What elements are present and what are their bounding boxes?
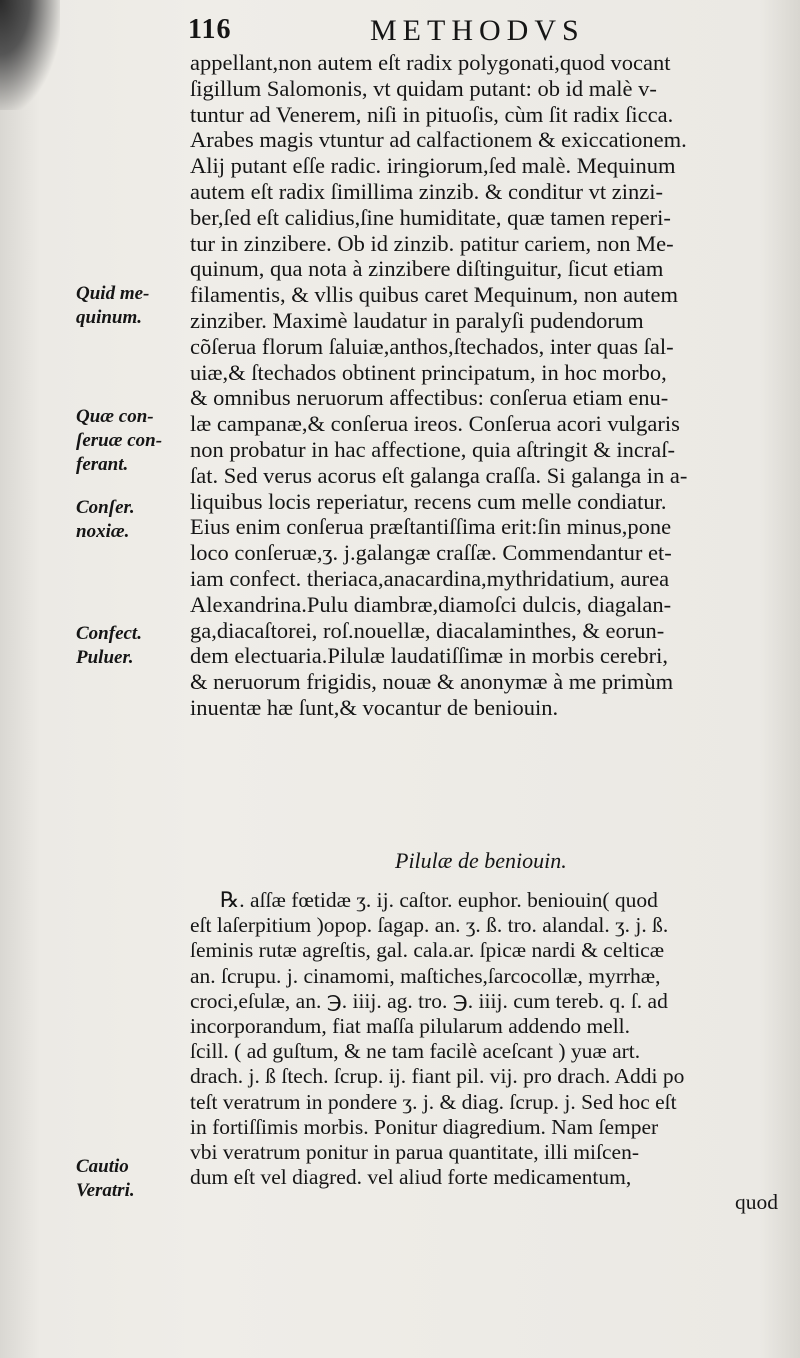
margin-note-line: quinum. [76, 307, 143, 328]
recipe-line: ℞. aſſæ fœtidæ ʒ. ij. caſtor. euphor. beniouin( quod [220, 888, 658, 912]
text-line: Alexandrina.Pulu diambræ,diamoſci dulcis, diagalan- [190, 591, 672, 617]
recipe-text-block [190, 888, 790, 1215]
text-line: Arabes magis vtuntur ad calfactionem & exiccationem. [190, 127, 687, 153]
main-text-block [190, 50, 790, 721]
running-title: METHODVS [370, 14, 585, 47]
text-line: loco conſeruæ,ʒ. j.galangæ craſſæ. Commendantur et- [190, 540, 672, 566]
margin-note-line: Conſer. [76, 497, 135, 518]
text-line: Alij putant eſſe radic. iringiorum,ſed malè. Mequinum [190, 153, 676, 179]
margin-note-line: noxiæ. [76, 521, 130, 542]
text-line: Eius enim conſerua præſtantiſſima erit:ſin minus,pone [190, 514, 672, 540]
margin-note-line: Confect. [76, 623, 142, 644]
text-line: autem eſt radix ſimillima zinzib. & conditur vt zinzi- [190, 178, 663, 204]
text-line: tur in zinzibere. Ob id zinzib. patitur cariem, non Me- [190, 230, 674, 256]
page-number: 116 [188, 14, 232, 45]
recipe-line: eſt laſerpitium )opop. ſagap. an. ʒ. ß. tro. alandal. ʒ. j. ß. [190, 913, 669, 938]
recipe-line: dum eſt vel diagred. vel aliud forte medicamentum, [190, 1165, 632, 1190]
running-head [0, 8, 800, 48]
text-line: non probatur in hac affectione, quia aſtringit & incraſ- [190, 436, 676, 462]
text-line: ſigillum Salomonis, vt quidam putant: ob id malè v- [190, 75, 657, 101]
text-line: quinum, qua nota à zinzibere diſtinguitur, ſicut etiam [190, 256, 664, 282]
margin-note-line: Puluer. [76, 647, 134, 668]
text-line: ga,diacaſtorei, roſ.nouellæ, diacalaminthes, & eorun- [190, 617, 665, 643]
margin-note-line: ſeruæ con- [76, 430, 163, 451]
recipe-line: incorporandum, fiat maſſa pilularum addendo mell. [190, 1013, 631, 1038]
recipe-line: croci,eſulæ, an. ℈. iiij. ag. tro. ℈. iiij. cum tereb. q. ſ. ad [190, 988, 668, 1013]
margin-note-line: Quid me- [76, 283, 150, 304]
text-line: ſat. Sed verus acorus eſt galanga craſſa. Si galanga in a- [190, 462, 688, 488]
section-title: Pilulæ de beniouin. [395, 848, 567, 873]
text-line: dem electuaria.Pilulæ laudatiſſimæ in morbis cerebri, [190, 643, 669, 669]
margin-note-line: Quæ con- [76, 406, 154, 427]
recipe-line: ſeminis rutæ agreſtis, gal. cala.ar. ſpicæ nardi & celticæ [190, 938, 665, 963]
text-line: filamentis, & vllis quibus caret Mequinum, non autem [190, 282, 679, 308]
margin-note-line: Cautio [76, 1156, 129, 1177]
margin-note-cautio-veratri [76, 1155, 188, 1203]
margin-note-conser-noxia [76, 496, 188, 544]
margin-note-quid-mequinum [76, 282, 188, 330]
text-line: zinziber. Maximè laudatur in paralyſi pudendorum [190, 307, 644, 333]
margin-note-confect-pulver [76, 622, 188, 670]
recipe-line: in fortiſſimis morbis. Ponitur diagredium. Nam ſemper [190, 1114, 659, 1139]
margin-note-quae-conserva [76, 405, 188, 477]
text-line: tuntur ad Venerem, niſi in pituoſis, cùm ſit radix ſicca. [190, 101, 674, 127]
catchword: quod [735, 1190, 778, 1215]
recipe-line: drach. j. ß ſtech. ſcrup. ij. fiant pil. vij. pro drach. Addi po [190, 1064, 685, 1089]
text-line: & omnibus neruorum affectibus: conſerua etiam enu- [190, 385, 669, 411]
text-line: uiæ,& ſtechados obtinent principatum, in hoc morbo, [190, 359, 667, 385]
text-line: læ campanæ,& conſerua ireos. Conſerua acori vulgaris [190, 411, 680, 437]
recipe-line: vbi veratrum ponitur in parua quantitate, illi miſcen- [190, 1139, 639, 1164]
margin-note-line: ferant. [76, 454, 129, 475]
text-line: liquibus locis reperiatur, recens cum melle condiatur. [190, 488, 667, 514]
recipe-line: an. ſcrupu. j. cinamomi, maſtiches,ſarcocollæ, myrrhæ, [190, 963, 661, 988]
text-line: cõſerua florum ſaluiæ,anthos,ſtechados, inter quas ſal- [190, 333, 674, 359]
text-line: & neruorum frigidis, nouæ & anonymæ à me primùm [190, 669, 674, 695]
recipe-line: teſt veratrum in pondere ʒ. j. & diag. ſcrup. j. Sed hoc eſt [190, 1089, 677, 1114]
text-line: appellant,non autem eſt radix polygonati,quod vocant [190, 50, 671, 75]
text-line: iam confect. theriaca,anacardina,mythridatium, aurea [190, 565, 670, 591]
text-line: ber,ſed eſt calidius,ſine humiditate, quæ tamen reperi- [190, 204, 671, 230]
recipe-line: ſcill. ( ad guſtum, & ne tam facilè aceſcant ) yuæ art. [190, 1039, 641, 1064]
margin-note-line: Veratri. [76, 1180, 135, 1201]
text-line: inuentæ hæ ſunt,& vocantur de beniouin. [190, 694, 559, 720]
